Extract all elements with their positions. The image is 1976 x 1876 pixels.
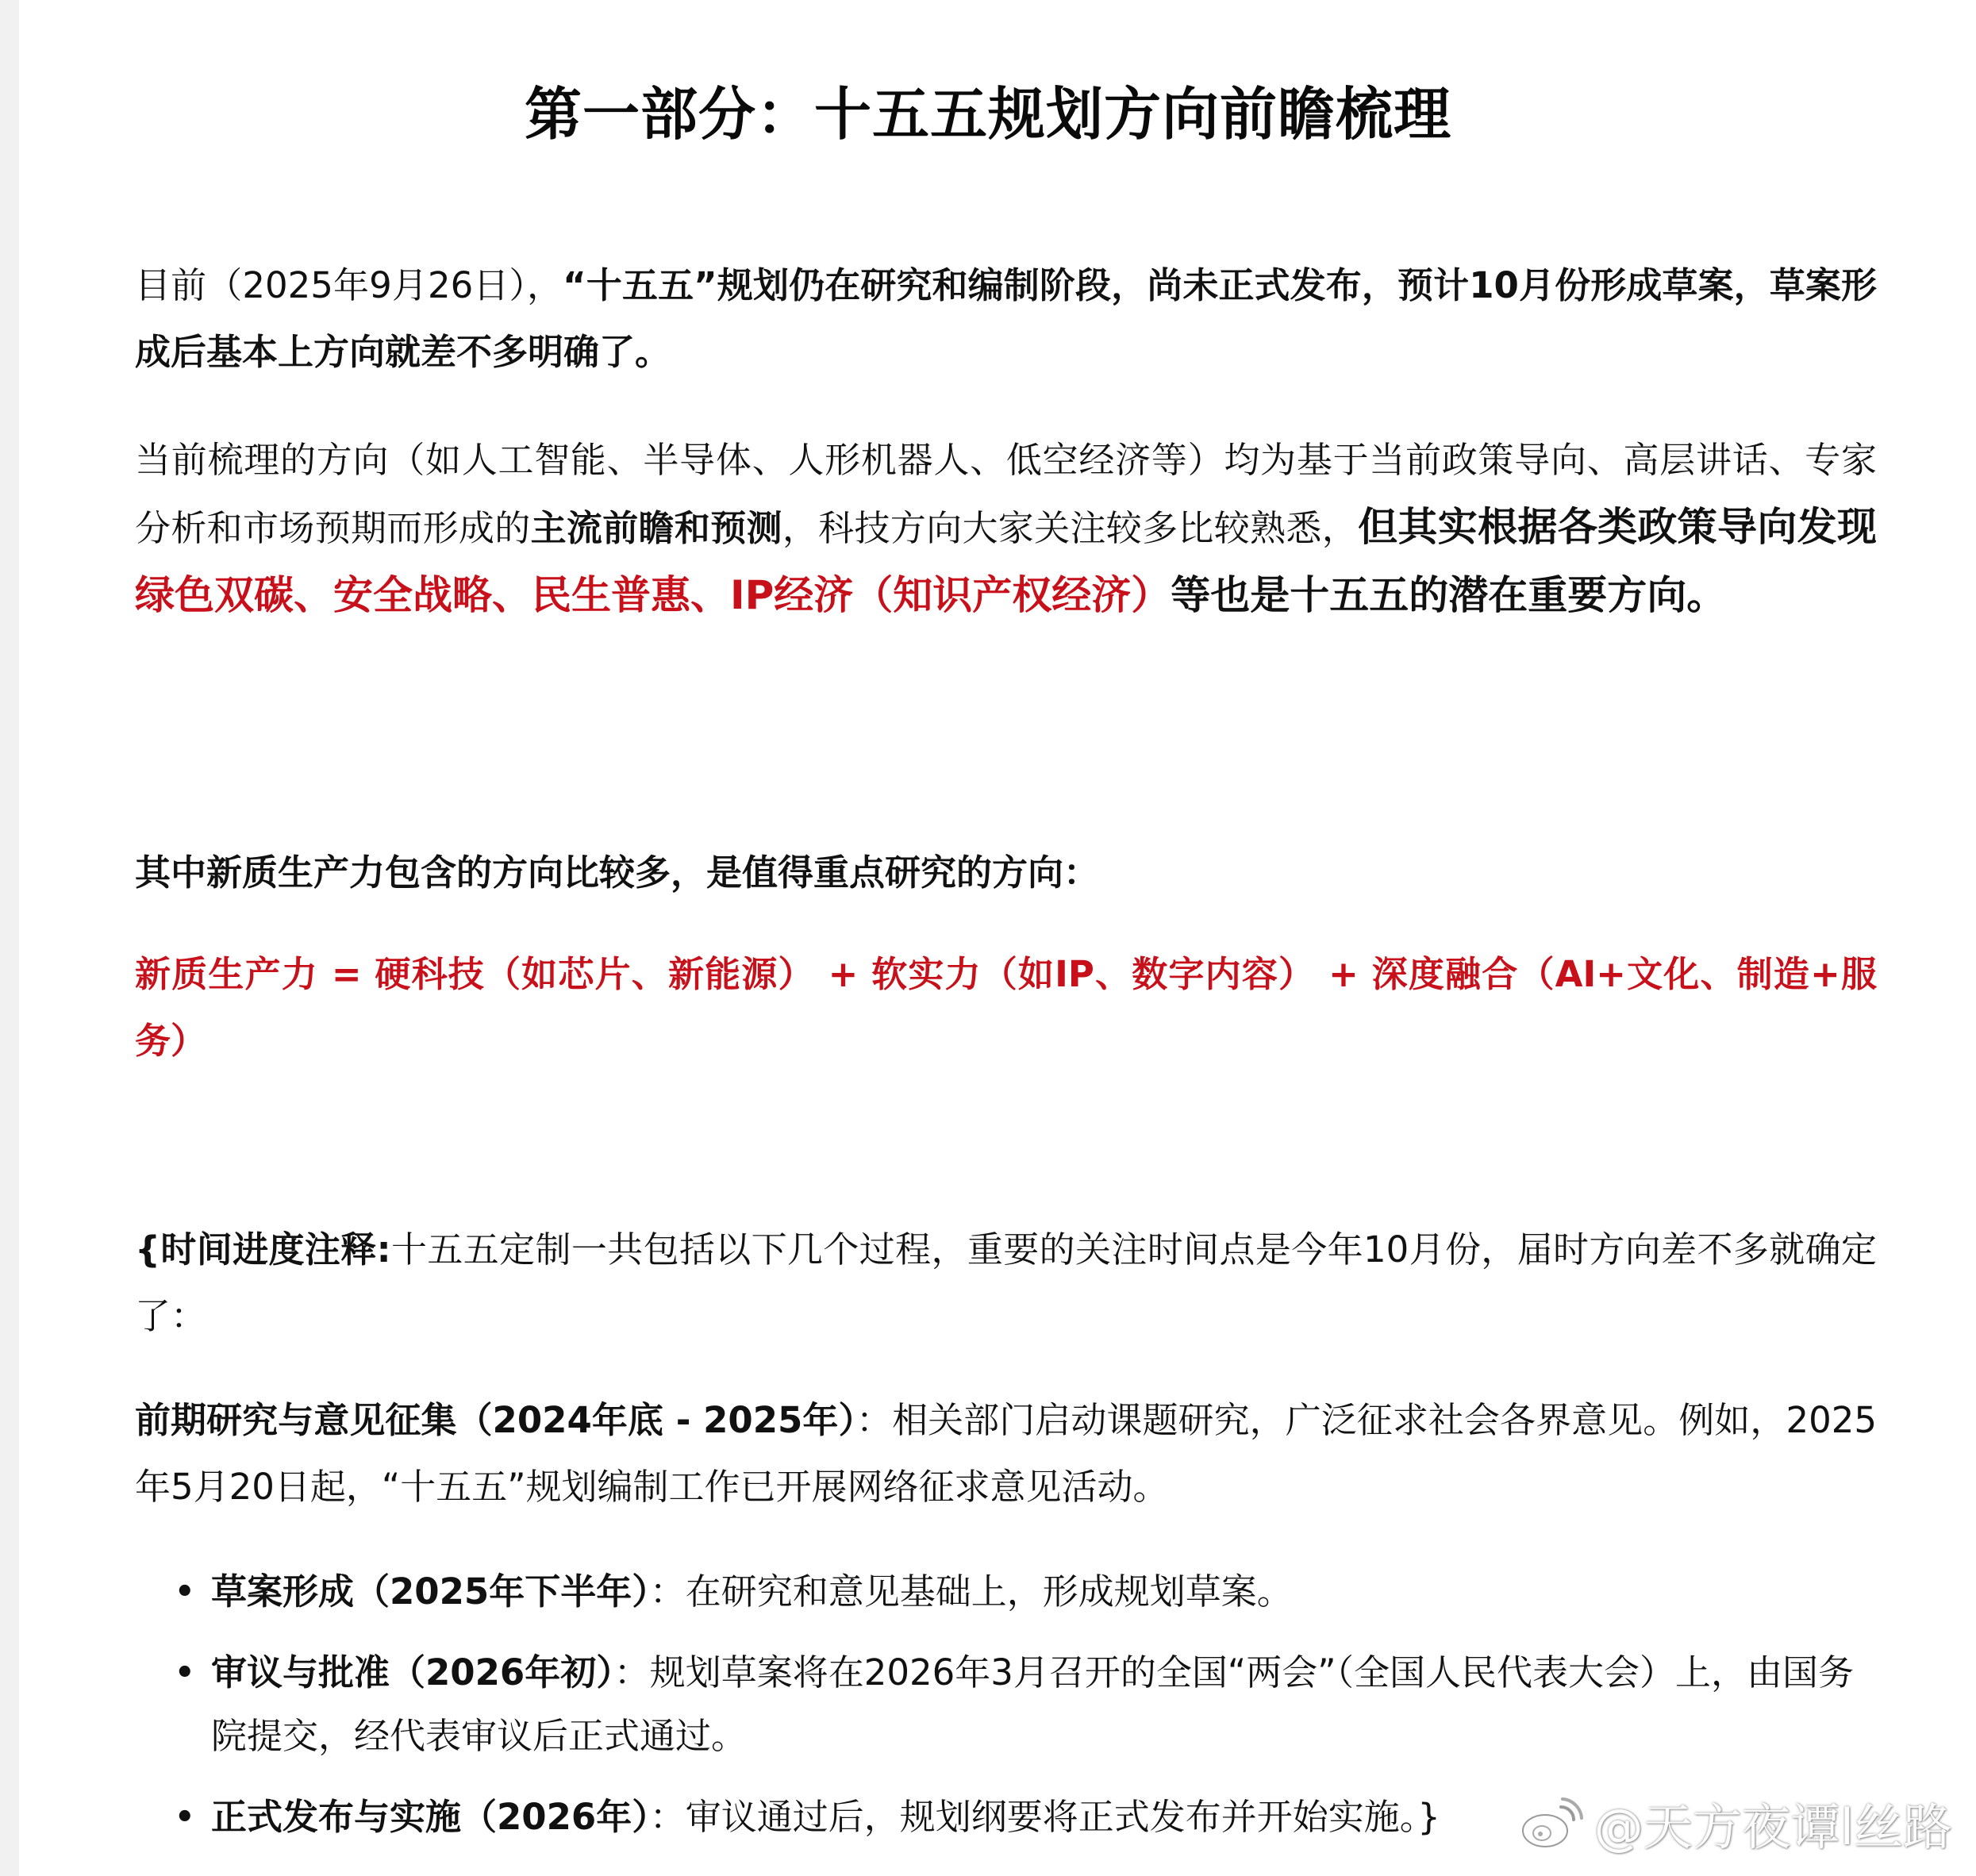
stage-label: 审议与批准（2026年初） bbox=[211, 1651, 614, 1693]
direction-red-highlight: 绿色双碳、安全战略、民生普惠、IP经济（知识产权经济） bbox=[135, 572, 1171, 618]
status-date-text: 目前（2025年9月26日）， bbox=[135, 264, 563, 306]
weibo-logo-icon bbox=[1520, 1796, 1583, 1851]
timeline-note-label: {时间进度注释: bbox=[135, 1228, 391, 1271]
stage-text: ：审议通过后，规划纲要将正式发布并开始实施。} bbox=[649, 1796, 1440, 1838]
direction-bold-2: 但其实根据各类政策导向发现 bbox=[1358, 504, 1877, 550]
bullet-icon: • bbox=[175, 1655, 195, 1691]
watermark-text: @天方夜谭l丝路 bbox=[1593, 1798, 1952, 1856]
timeline-note-text: 十五五定制一共包括以下几个过程，重要的关注时间点是今年10月份，届时方向差不多就确定了： bbox=[135, 1228, 1877, 1337]
direction-text-1: 当前梳理的方向（如人工智能、半导体、人形机器人、低空经济等）均为基于当前政策导向、高层讲话、专家分析和市场预期而形成的 bbox=[135, 439, 1877, 549]
stage-label: 正式发布与实施（2026年） bbox=[211, 1796, 650, 1838]
early-stage-label: 前期研究与意见征集（2024年底 - 2025年） bbox=[135, 1399, 857, 1441]
new-productivity-intro: 其中新质生产力包含的方向比较多，是值得重点研究的方向： bbox=[135, 852, 1100, 894]
timeline-note bbox=[135, 1217, 1877, 1350]
direction-bold-3: 等也是十五五的潜在重要方向。 bbox=[1171, 572, 1727, 618]
status-bold-text: “十五五”规划仍在研究和编制阶段，尚未正式发布，预计10月份形成草案，草案形成后基本上方向就差不多明确了。 bbox=[135, 264, 1877, 373]
status-paragraph bbox=[135, 252, 1877, 386]
left-margin-strip bbox=[0, 0, 19, 1876]
direction-paragraph bbox=[135, 427, 1877, 630]
stage-label: 草案形成（2025年下半年） bbox=[211, 1570, 650, 1613]
new-productivity-formula: 新质生产力 = 硬科技（如芯片、新能源） + 软实力（如IP、数字内容） + 深度融合（AI+文化、制造+服务） bbox=[135, 953, 1877, 1062]
page-title: 第一部分：十五五规划方向前瞻梳理 bbox=[524, 81, 1451, 148]
early-stage-paragraph bbox=[135, 1387, 1877, 1520]
list-item bbox=[135, 1560, 1877, 1624]
bullet-icon: • bbox=[175, 1799, 195, 1836]
list-item bbox=[135, 1641, 1877, 1768]
watermark bbox=[1520, 1788, 1952, 1859]
direction-bold-1: 主流前瞻和预测 bbox=[530, 507, 782, 549]
stage-text: ：在研究和意见基础上，形成规划草案。 bbox=[649, 1570, 1293, 1613]
bullet-icon: • bbox=[175, 1574, 195, 1610]
early-stage-text: ：相关部门启动课题研究，广泛征求社会各界意见。例如，2025年5月20日起，“十五五”规划编制工作已开展网络征求意见活动。 bbox=[135, 1399, 1877, 1508]
direction-text-2: ，科技方向大家关注较多比较熟悉， bbox=[782, 507, 1359, 549]
stage-text: ：规划草案将在2026年3月召开的全国“两会”（全国人民代表大会）上，由国务院提交，经代表审议后正式通过。 bbox=[211, 1651, 1855, 1757]
